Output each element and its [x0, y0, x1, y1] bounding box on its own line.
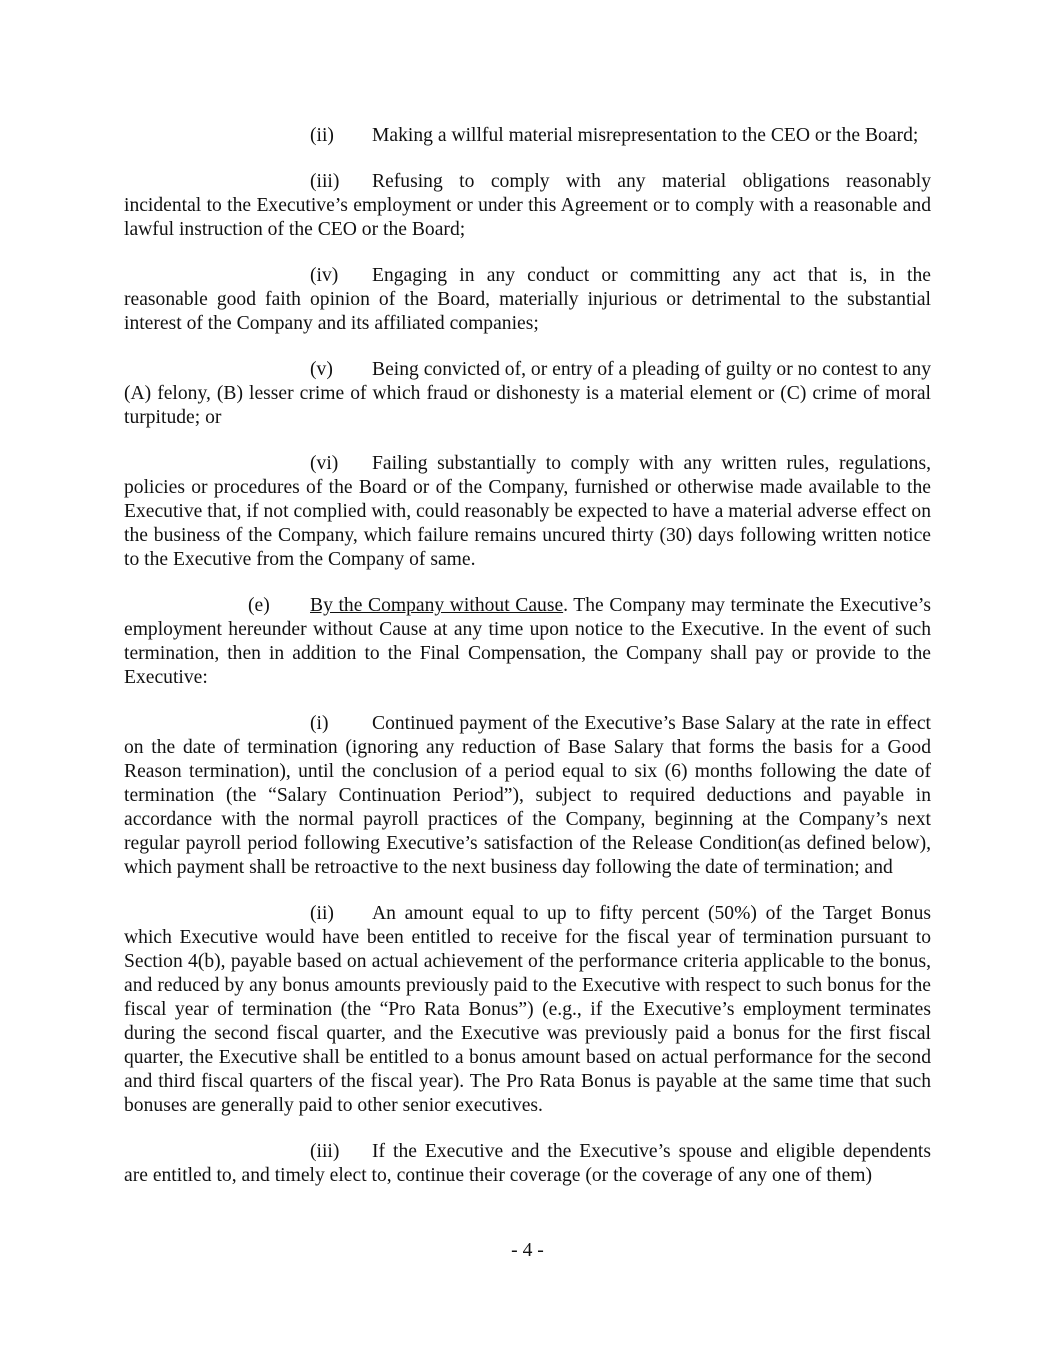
- clause-vi-failing: [124, 452, 931, 572]
- clause-text: Engaging in any conduct or committing any act that is, in the reasonable good faith opinion of the Board, materially injurious or detrimental to the substantial interest of the Company and its affiliated companies;: [124, 265, 931, 334]
- clause-text: Making a willful material misrepresentation to the CEO or the Board;: [372, 125, 919, 146]
- clause-text: An amount equal to up to fifty percent (50%) of the Target Bonus which Executive would have been entitled to receive for the fiscal year of termination pursuant to Section 4(b), payable based on actual achievement of the performance criteria applicable to the bonus, and reduced by any bonus amounts previously paid to the Executive with respect to such bonus for the fiscal year of termination (the “Pro Rata Bonus”) (e.g., if the Executive’s employment terminates during the second fiscal quarter, and the Executive was previously paid a bonus for the first fiscal quarter, the Executive shall be entitled to a bonus amount based on actual performance for the second and third fiscal quarters of the fiscal year). The Pro Rata Bonus is payable at the same time that such bonuses are generally paid to other senior executives.: [124, 903, 931, 1116]
- section-heading: By the Company without Cause: [310, 595, 564, 616]
- clause-number: (iv): [310, 265, 339, 286]
- clause-text: If the Executive and the Executive’s spouse and eligible dependents are entitled to, and timely elect to, continue their coverage (or the coverage of any one of them): [124, 1141, 931, 1186]
- section-number: (e): [248, 595, 270, 616]
- clause-iv-conduct: [124, 264, 931, 336]
- clause-v-convicted: [124, 358, 931, 430]
- clause-text: Failing substantially to comply with any written rules, regulations, policies or procedures of the Board or of the Company, furnished or otherwise made available to the Executive that, if not complied with, could reasonably be expected to have a material adverse effect on the business of the Company, which failure remains uncured thirty (30) days following written notice to the Executive from the Company of same.: [124, 453, 931, 570]
- clause-text: Being convicted of, or entry of a pleading of guilty or no contest to any (A) felony, (B) lesser crime of which fraud or dishonesty is a material element or (C) crime of moral turpitude; or: [124, 359, 931, 428]
- clause-iii-refusing: [124, 170, 931, 242]
- clause-text: Continued payment of the Executive’s Base Salary at the rate in effect on the date of termination (ignoring any reduction of Base Salary that forms the basis for a Good Reason termination), until the conclusion of a period equal to six (6) months following the date of termination (the “Salary Continuation Period”), subject to required deductions and payable in accordance with the normal payroll practices of the Company, beginning at the Company’s next regular payroll period following Executive’s satisfaction of the Release Condition(as defined below), which payment shall be retroactive to the next business day following the date of termination; and: [124, 713, 931, 878]
- clause-number: (ii): [310, 125, 334, 146]
- clause-number: (i): [310, 713, 329, 734]
- clause-number: (ii): [310, 903, 334, 924]
- document-page: [124, 124, 931, 1210]
- clause-ii-pro-rata-bonus: [124, 902, 931, 1118]
- clause-ii-misrepresentation: [124, 124, 931, 148]
- clause-number: (v): [310, 359, 333, 380]
- clause-number: (iii): [310, 1141, 340, 1162]
- clause-i-continued-payment: [124, 712, 931, 880]
- clause-iii-coverage: [124, 1140, 931, 1188]
- clause-number: (vi): [310, 453, 339, 474]
- section-text: . The Company may terminate the Executive’s employment hereunder without Cause at any time upon notice to the Executive. In the event of such termination, then in addition to the Final Compensation, the Company shall pay or provide to the Executive:: [124, 595, 931, 688]
- clause-number: (iii): [310, 171, 340, 192]
- clause-text: Refusing to comply with any material obligations reasonably incidental to the Executive’s employment or under this Agreement or to comply with a reasonable and lawful instruction of the CEO or the Board;: [124, 171, 931, 240]
- section-e-without-cause: [124, 594, 931, 690]
- page-number: - 4 -: [511, 1240, 544, 1261]
